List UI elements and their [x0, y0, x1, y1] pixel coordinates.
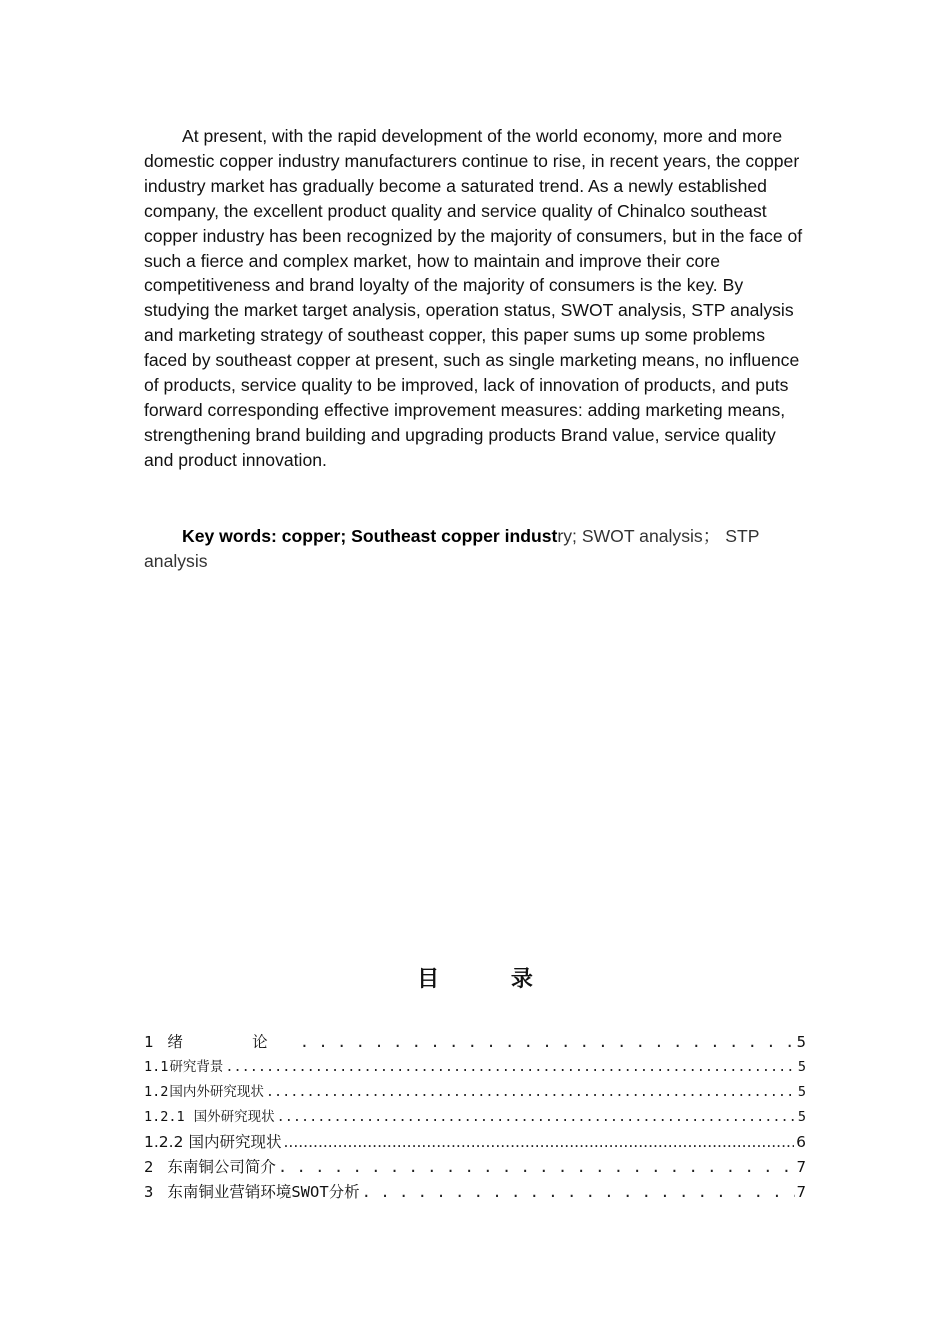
toc-dot-leader — [277, 1109, 796, 1125]
toc-item-label: 国内研究现状 — [188, 1133, 282, 1151]
toc-item-label: 东南铜公司简介 — [167, 1158, 276, 1176]
toc-item[interactable] — [144, 1130, 806, 1155]
toc-item-label: 国内外研究现状 — [169, 1084, 264, 1100]
keywords-tail: ry; SWOT analysis； STP analysis — [144, 526, 760, 571]
toc-dot-leader — [300, 1033, 795, 1051]
table-of-contents — [144, 1030, 806, 1205]
toc-item-number: 2 — [144, 1158, 154, 1176]
toc-item-label: 绪 论 — [167, 1033, 298, 1051]
toc-item-number: 1.1 — [144, 1059, 169, 1075]
toc-item-label: 东南铜业营销环境SWOT分析 — [167, 1183, 360, 1201]
toc-dot-leader — [278, 1158, 795, 1176]
toc-item-number: 1 — [144, 1033, 154, 1051]
toc-item-page: 5 — [797, 1084, 806, 1100]
toc-item-label: 研究背景 — [169, 1059, 224, 1075]
toc-item-page: 6 — [796, 1133, 806, 1151]
toc-dot-leader — [225, 1059, 795, 1075]
toc-item-page: 7 — [796, 1183, 806, 1201]
toc-item-number: 3 — [144, 1183, 154, 1201]
toc-item-number: 1.2.1 — [144, 1109, 185, 1125]
toc-item[interactable] — [144, 1105, 806, 1130]
keywords-main: copper; Southeast copper indust — [276, 526, 558, 546]
toc-item[interactable] — [144, 1030, 806, 1055]
toc-item[interactable] — [144, 1180, 806, 1205]
toc-item[interactable] — [144, 1055, 806, 1080]
toc-item-page: 5 — [797, 1059, 806, 1075]
toc-dot-leader — [283, 1133, 794, 1151]
toc-item[interactable] — [144, 1080, 806, 1105]
toc-title: 目 录 — [417, 967, 565, 992]
keywords-label: Key words: — [182, 526, 277, 546]
toc-item-page: 7 — [796, 1158, 806, 1176]
toc-item-label: 国外研究现状 — [193, 1109, 275, 1125]
keywords-line — [144, 524, 808, 573]
abstract-paragraph — [144, 124, 808, 473]
toc-item-number: 1.2 — [144, 1084, 169, 1100]
toc-dot-leader — [266, 1084, 796, 1100]
toc-item[interactable] — [144, 1155, 806, 1180]
toc-dot-leader — [362, 1183, 795, 1201]
toc-item-page: 5 — [796, 1033, 806, 1051]
abstract-text: At present, with the rapid development of the world economy, more and more domestic copper industry manufacturers continue to rise, in recent years, the copper industry market has gradually become a saturated trend. As a newly established company, the excellent product quality and service quality of Chinalco southeast copper industry has been recognized by the majority of consumers, but in the face of such a fierce and complex market, how to maintain and improve their core competitiveness and brand loyalty of the majority of consumers is the key. By studying the market target analysis, operation status, SWOT analysis, STP analysis and marketing strategy of southeast copper, this paper sums up some problems faced by southeast copper at present, such as single marketing means, no influence of products, service quality to be improved, lack of innovation of products, and puts forward corresponding effective improvement measures: adding marketing means, strengthening brand building and upgrading products Brand value, service quality and product innovation. — [144, 126, 803, 470]
toc-item-number: 1.2.2 — [144, 1133, 184, 1151]
toc-item-page: 5 — [797, 1109, 806, 1125]
